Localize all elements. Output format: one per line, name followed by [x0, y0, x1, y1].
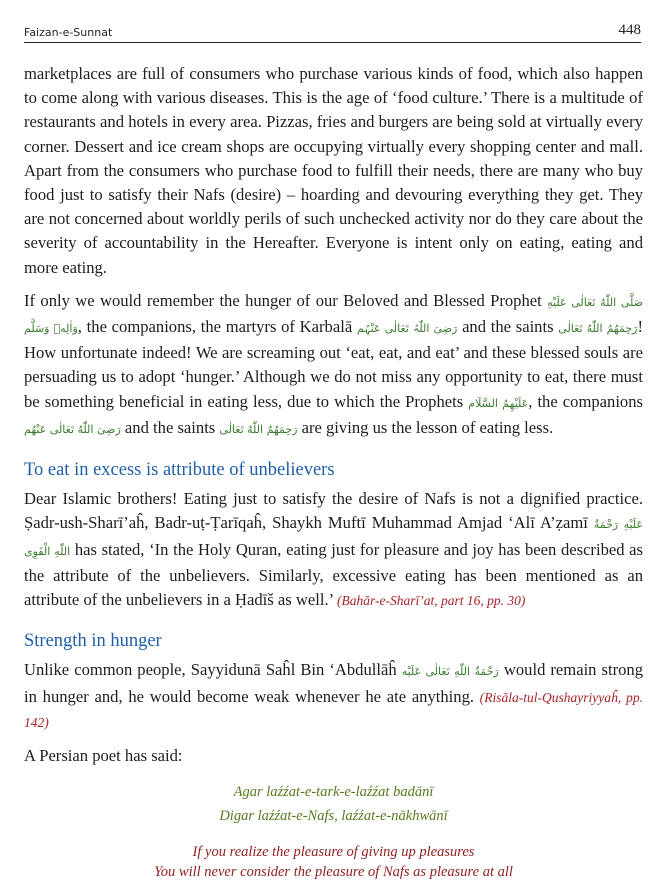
paragraph-food-culture: marketplaces are full of consumers who purchase various kinds of food, which also happen to come along with various diseases. This is the age of ‘food culture.’ There is a multitude of restaurants and hotels in every area. Pizzas, fries and burgers are being sold at virtually every corner. Dessert and ice cream shops are occupying virtually every shopping center and mall. Apart from the consumers who purchase food to fulfill their needs, there are many who buy food just to satisfy their Nafs (desire) – hoarding and devouring everything they get. They are not concerned about worldly perils of such unchecked activity nor do they care about the severity of accountability in the Hereafter. Everyone is intent only on eating, eating and more eating.	[24, 64, 643, 277]
salutation-prophet: صَلَّى اللّٰهُ تَعَالٰى عَلَيْهِ وَاٰلِهٖ وَسَلَّم	[24, 295, 643, 336]
verse-line-1: Agar laźźat-e-tark-e-laźźat badānī	[233, 784, 434, 801]
salutation-prophets: عَلَيْهِمُ السَّلَام	[468, 396, 529, 410]
salutation-sahl: رَحْمَةُ اللّٰهِ تَعَالٰی عَلَيْه	[401, 665, 499, 679]
salutation-companions-2: رَضِیَ اللّٰهُ تَعَالٰی عَنْهُم	[24, 422, 121, 436]
book-title: Faizan-e-Sunnat	[24, 26, 113, 39]
reference-risala: (Risāla-tul-Qushayriyyaĥ, pp. 142)	[24, 689, 643, 730]
page-header	[24, 20, 641, 43]
page-number: 448	[618, 22, 641, 38]
paragraph-persian-poet: A Persian poet has said:	[24, 746, 183, 766]
paragraph-sahl: Unlike common people, Sayyidunā Saĥl Bin ‘Abdullāĥ رَحْمَةُ اللّٰهِ تَعَالٰی عَلَيْه would remain strong in hunger and, he would become weak whenever he ate anything. (Risāla-tul-Qushayriyyaĥ, pp. 142)	[24, 660, 643, 730]
verse-translation-2: You will never consider the pleasure of Nafs as pleasure at all	[154, 864, 513, 881]
verse-line-2: Digar laźźat-e-Nafs, laźźat-e-nākhwānī	[219, 808, 448, 825]
paragraph-hunger-prophet: If only we would remember the hunger of our Beloved and Blessed Prophet صَلَّى اللّٰهُ تَعَالٰى عَلَيْهِ وَاٰلِهٖ وَسَلَّم, the companions, the martyrs of Karbalā رَضِیَ اللّٰہُ تَعَالٰی عَنْہُم and the saints رَحِمَهُمُ اللّٰهُ تَعَالٰی! How unfortunate indeed! We are screaming out ‘eat, eat, and eat’ and these blessed souls are persuading us to adopt ‘hunger.’ Although we do not miss any opportunity to eat, there must be something beneficial in eating less, due to which the Prophets عَلَيْهِمُ السَّلَام, the companions رَضِیَ اللّٰهُ تَعَالٰی عَنْهُم and the saints رَحِمَهُمُ اللّٰهُ تَعَالٰی are giving us the lesson of eating less.	[24, 290, 644, 437]
salutation-companions: رَضِیَ اللّٰہُ تَعَالٰی عَنْہُم	[356, 322, 458, 336]
reference-bahar: (Bahār-e-Sharī’at, part 16, pp. 30)	[337, 593, 526, 609]
page-content	[24, 62, 643, 882]
heading-eat-excess: To eat in excess is attribute of unbelievers	[24, 460, 335, 481]
salutation-mufti: عَلَيْهِ رَحْمَةُ اللّٰهِ الْقَوِی	[24, 518, 643, 558]
salutation-saints-2: رَحِمَهُمُ اللّٰهُ تَعَالٰی	[219, 422, 298, 436]
salutation-saints: رَحِمَهُمُ اللّٰهُ تَعَالٰی	[558, 322, 638, 336]
paragraph-excess-eating: Dear Islamic brothers! Eating just to satisfy the desire of Nafs is not a dignified practice. Ṣadr-ush-Sharī’aĥ, Badr-uṭ-Ṭarīqaĥ, Shaykh Muftī Muhammad Amjad ‘Alī A’ẓamī عَلَيْهِ رَحْمَةُ اللّٰهِ الْقَوِی has stated, ‘In the Holy Quran, eating just for pleasure and joy has been described as the attribute of the unbelievers. Similarly, excessive eating has been mentioned as an attribute of the unbelievers in a Ḥadīš as well.’ (Bahār-e-Sharī’at, part 16, pp. 30)	[24, 489, 643, 610]
verse-translation-1: If you realize the pleasure of giving up pleasures	[192, 844, 475, 861]
heading-strength-hunger: Strength in hunger	[24, 631, 162, 652]
